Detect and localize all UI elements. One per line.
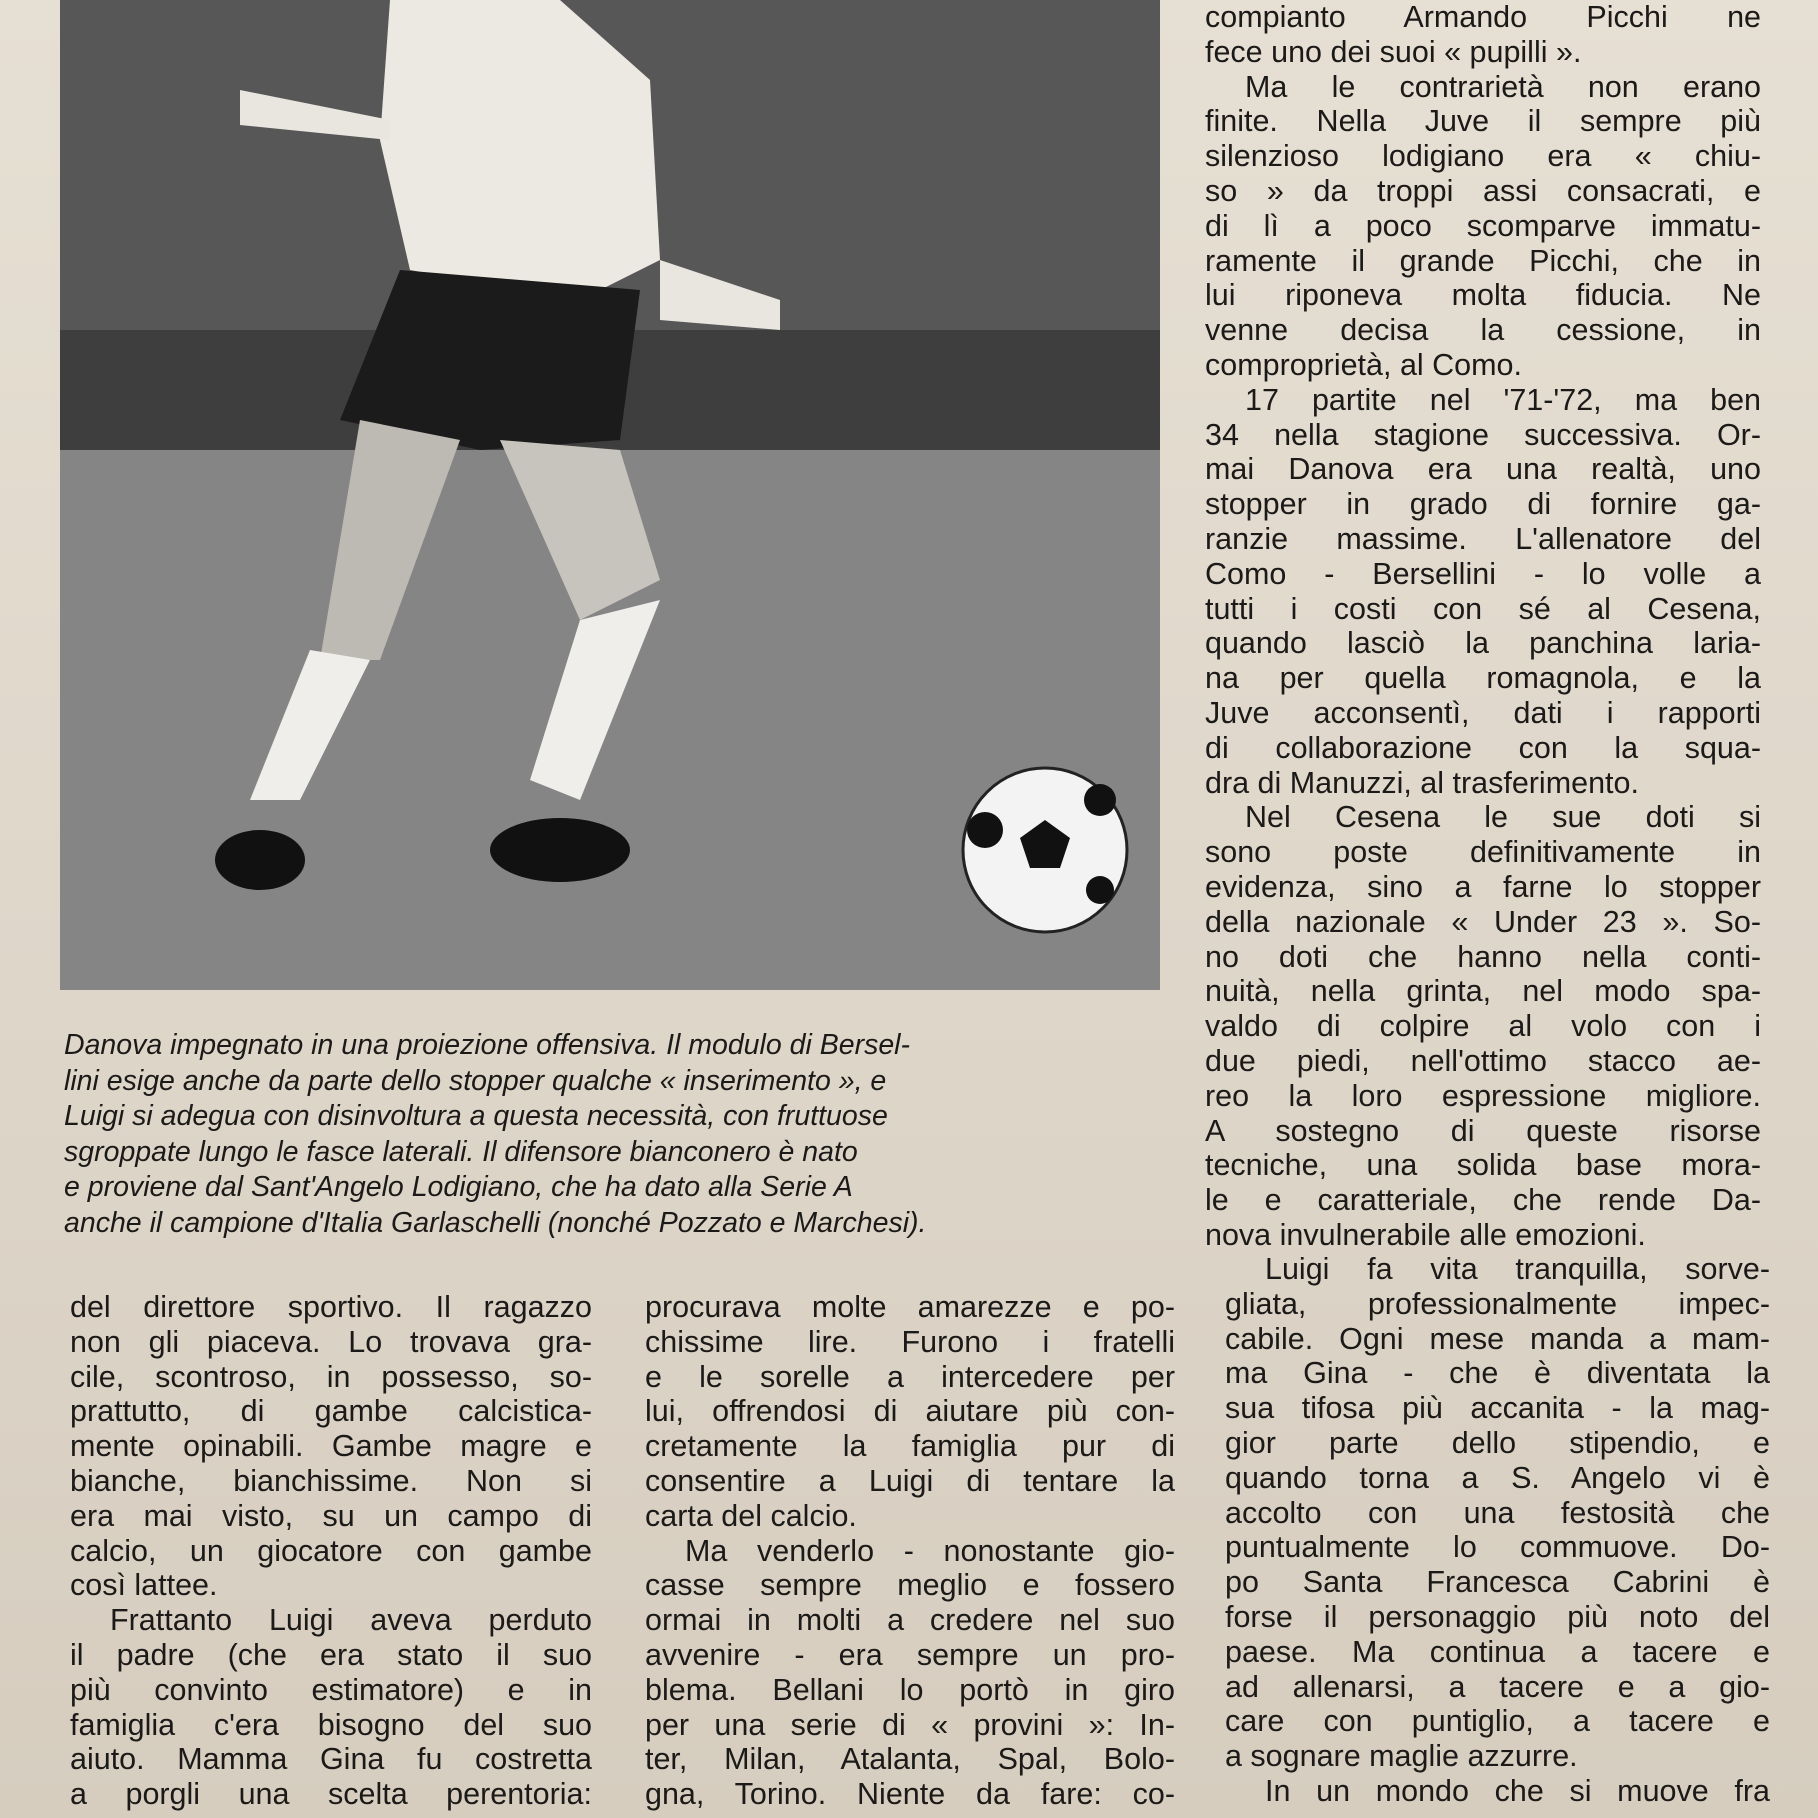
article-line: no doti che hanno nella conti- [1205,939,1761,974]
article-line: A sostegno di queste risorse [1205,1113,1761,1148]
article-line: a porgli una scelta perentoria: [70,1777,592,1812]
article-line: 34 nella stagione successiva. Or- [1205,417,1761,452]
caption-line: Luigi si adegua con disinvoltura a questa necessità, con fruttuose [64,1100,888,1132]
photo-illustration [60,0,1160,990]
article-line: accolto con una festosità che [1225,1495,1770,1530]
article-line: compianto Armando Picchi ne [1205,0,1761,34]
article-line: finite. Nella Juve il sempre più [1205,104,1761,139]
article-line: silenzioso lodigiano era « chiu- [1205,139,1761,174]
article-line: sono poste definitivamente in [1205,835,1761,870]
article-line: mente opinabili. Gambe magre e [70,1429,592,1464]
article-line: prattutto, di gambe calcistica- [70,1394,592,1429]
article-line: gna, Torino. Niente da fare: co- [645,1777,1175,1812]
article-line: per una serie di « provini »: In- [645,1707,1175,1742]
article-line: il padre (che era stato il suo [70,1637,592,1672]
article-line: forse il personaggio più noto del [1225,1599,1770,1634]
article-line: blema. Bellani lo portò in giro [645,1672,1175,1707]
article-line: quando torna a S. Angelo vi è [1225,1460,1770,1495]
article-line: po Santa Francesca Cabrini è [1225,1565,1770,1600]
article-line: procurava molte amarezze e po- [645,1290,1175,1324]
article-line: care con puntiglio, a tacere e [1225,1704,1770,1739]
article-line: ranzie massime. L'allenatore del [1205,521,1761,556]
article-line: so » da troppi assi consacrati, e [1205,173,1761,208]
article-line: non gli piaceva. Lo trovava gra- [70,1324,592,1359]
article-line: casse sempre meglio e fossero [645,1568,1175,1603]
article-line: di collaborazione con la squa- [1205,730,1761,765]
article-line: carta del calcio. [645,1498,857,1533]
article-line: tecniche, una solida base mora- [1205,1148,1761,1183]
article-line: mai Danova era una realtà, uno [1205,452,1761,487]
football-patch-bottom [1086,876,1114,904]
article-line: venne decisa la cessione, in [1205,313,1761,348]
article-line: 17 partite nel '71-'72, ma ben [1245,382,1761,417]
caption-line: sgroppate lungo le fasce laterali. Il difensore bianconero è nato [64,1135,858,1168]
football-photo [60,0,1160,990]
article-line: due piedi, nell'ottimo stacco ae- [1205,1043,1761,1078]
article-line: era mai visto, su un campo di [70,1498,592,1533]
article-line: aiuto. Mamma Gina fu costretta [70,1742,592,1777]
article-line: fece uno dei suoi « pupilli ». [1205,34,1582,69]
article-line: na per quella romagnola, e la [1205,661,1761,696]
article-line: famiglia c'era bisogno del suo [70,1707,592,1742]
article-line: dra di Manuzzi, al trasferimento. [1205,765,1639,800]
player-right-boot [490,818,630,882]
player-left-boot [215,830,305,890]
article-line: a sognare maglie azzurre. [1225,1739,1578,1774]
article-column-left [70,1290,592,1812]
article-line: puntualmente lo commuove. Do- [1225,1530,1770,1565]
article-line: gior parte dello stipendio, e [1225,1425,1770,1460]
article-line: valdo di colpire al volo con i [1205,1009,1761,1044]
article-line: della nazionale « Under 23 ». So- [1205,904,1761,939]
article-line: evidenza, sino a farne lo stopper [1205,869,1761,904]
article-line: cile, scontroso, in possesso, so- [70,1359,592,1394]
article-line: Nel Cesena le sue doti si [1245,800,1761,835]
article-line: Juve acconsentì, dati i rapporti [1205,695,1761,730]
article-line: stopper in grado di fornire ga- [1205,487,1761,522]
article-line: In un mondo che si muove fra [1265,1773,1770,1808]
article-line: tutti i costi con sé al Cesena, [1205,591,1761,626]
football-patch-right [1084,784,1116,816]
article-line: ad allenarsi, a tacere e a gio- [1225,1669,1770,1704]
caption-line: anche il campione d'Italia Garlaschelli (nonché Pozzato e Marchesi). [64,1206,927,1239]
article-line: e le sorelle a intercedere per [645,1359,1175,1394]
article-line: sua tifosa più accanita - la mag- [1225,1391,1770,1426]
article-line: lui riponeva molta fiducia. Ne [1205,278,1761,313]
article-line: quando lasciò la panchina laria- [1205,626,1761,661]
article-column-right-bottom [1225,1252,1770,1809]
article-line: cretamente la famiglia pur di [645,1429,1175,1464]
article-line: Ma le contrarietà non erano [1245,69,1761,104]
article-line: nuità, nella grinta, nel modo spa- [1205,974,1761,1009]
article-line: nova invulnerabile alle emozioni. [1205,1217,1646,1252]
article-line: le e caratteriale, che rende Da- [1205,1183,1761,1218]
article-line: ma Gina - che è diventata la [1225,1356,1770,1391]
article-line: paese. Ma continua a tacere e [1225,1634,1770,1669]
article-line: gliata, professionalmente impec- [1225,1286,1770,1321]
article-line: di lì a poco scomparve immatu- [1205,208,1761,243]
article-line: consentire a Luigi di tentare la [645,1463,1175,1498]
article-line: lui, offrendosi di aiutare più con- [645,1394,1175,1429]
article-column-middle [645,1290,1175,1812]
article-line: reo la loro espressione migliore. [1205,1078,1761,1113]
article-line: Como - Bersellini - lo volle a [1205,556,1761,591]
article-line: più convinto estimatore) e in [70,1672,592,1707]
caption-line: Danova impegnato in una proiezione offensiva. Il modulo di Bersel- [64,1029,910,1061]
article-line: cabile. Ogni mese manda a mam- [1225,1321,1770,1356]
article-line: del direttore sportivo. Il ragazzo [70,1290,592,1324]
article-line: ramente il grande Picchi, che in [1205,243,1761,278]
article-line: Frattanto Luigi aveva perduto [110,1603,592,1638]
photo-caption [64,1028,1174,1241]
article-line: ter, Milan, Atalanta, Spal, Bolo- [645,1742,1175,1777]
caption-line: lini esige anche da parte dello stopper qualche « inserimento », e [64,1064,887,1097]
article-line: Luigi fa vita tranquilla, sorve- [1265,1252,1770,1286]
article-line: così lattee. [70,1568,218,1603]
article-line: calcio, un giocatore con gambe [70,1533,592,1568]
article-line: chissime lire. Furono i fratelli [645,1324,1175,1359]
article-line: comproprietà, al Como. [1205,347,1522,382]
article-line: ormai in molti a credere nel suo [645,1603,1175,1638]
caption-line: e proviene dal Sant'Angelo Lodigiano, che ha dato alla Serie A [64,1171,853,1203]
article-line: Ma venderlo - nonostante gio- [685,1533,1175,1568]
article-line: bianche, bianchissime. Non si [70,1463,592,1498]
article-line: avvenire - era sempre un pro- [645,1637,1175,1672]
football-patch-left [967,812,1003,848]
article-column-right-top [1205,0,1761,1253]
